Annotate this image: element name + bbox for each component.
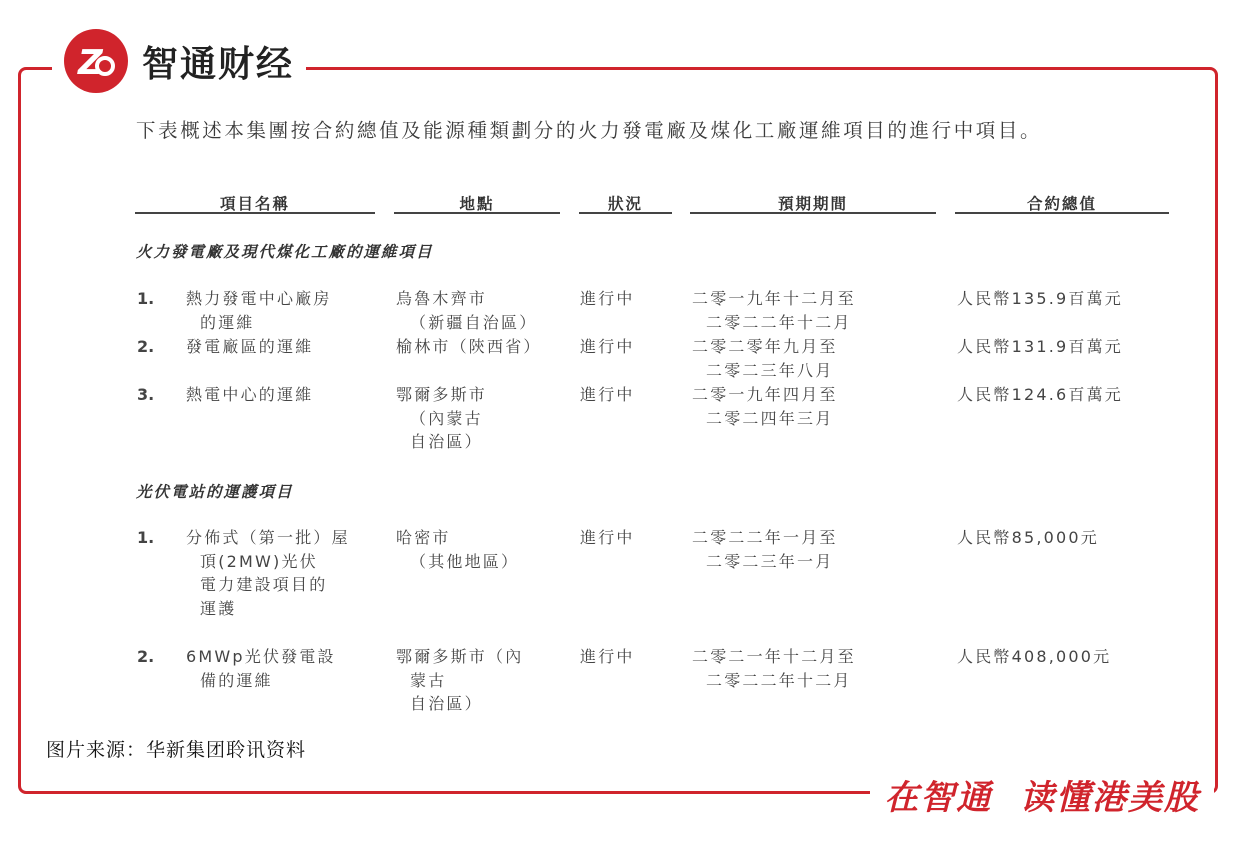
contract-value-cell xyxy=(957,287,1197,311)
status-cell xyxy=(580,335,680,359)
project-name-cell-line: 6MWp光伏發電設 xyxy=(186,647,336,666)
project-name-cell-line: 備的運維 xyxy=(200,670,273,690)
header-project-name: 項目名稱 xyxy=(135,192,375,214)
period-cell-line: 二零一九年四月至 xyxy=(692,385,838,404)
contract-value-cell-line: 人民幣85,000元 xyxy=(957,528,1099,547)
image-source-caption: 图片来源：华新集团聆讯资料 xyxy=(46,739,307,761)
project-name-cell-line: 的運維 xyxy=(200,312,255,332)
project-name-cell-line: 發電廠區的運維 xyxy=(186,337,314,356)
project-name-cell-line: 電力建設項目的 xyxy=(200,575,328,594)
status-cell-line: 進行中 xyxy=(580,647,635,666)
location-cell-line: 烏魯木齊市 xyxy=(396,289,488,308)
period-cell-line: 二零二二年十二月 xyxy=(706,670,852,690)
row-number xyxy=(137,287,177,311)
location-cell-line: 榆林市（陝西省） xyxy=(396,337,542,356)
contract-value-cell-line: 人民幣408,000元 xyxy=(957,647,1112,666)
project-name-cell-line: 頂(2MW)光伏 xyxy=(200,551,318,571)
svg-text:Z: Z xyxy=(78,43,103,83)
period-cell-line: 二零一九年十二月至 xyxy=(692,289,856,308)
location-cell xyxy=(396,383,576,454)
project-name-cell-line: 熱力發電中心廠房 xyxy=(186,289,332,308)
period-cell xyxy=(692,645,942,692)
header-period: 預期期間 xyxy=(690,192,936,214)
location-cell xyxy=(396,287,576,334)
brand-logo xyxy=(52,24,306,98)
row-number-line: 2. xyxy=(137,647,155,666)
period-cell-line: 二零二四年三月 xyxy=(706,408,834,428)
header-location: 地點 xyxy=(394,192,560,214)
row-number xyxy=(137,335,177,359)
section-title-solar: 光伏電站的運護項目 xyxy=(136,483,294,501)
status-cell-line: 進行中 xyxy=(580,528,635,547)
header-contract-value: 合約總值 xyxy=(955,192,1169,214)
period-cell-line: 二零二二年一月至 xyxy=(692,528,838,547)
project-name-cell xyxy=(186,383,386,407)
row-number-line: 1. xyxy=(137,289,155,308)
location-cell-line: 蒙古 xyxy=(410,670,447,690)
row-number-line: 3. xyxy=(137,385,155,404)
status-cell xyxy=(580,383,680,407)
row-number-line: 2. xyxy=(137,337,155,356)
project-name-cell xyxy=(186,645,386,692)
status-cell xyxy=(580,645,680,669)
period-cell xyxy=(692,335,942,382)
period-cell xyxy=(692,526,942,573)
contract-value-cell-line: 人民幣135.9百萬元 xyxy=(957,289,1124,308)
slogan-banner xyxy=(870,770,1214,818)
contract-value-cell-line: 人民幣124.6百萬元 xyxy=(957,385,1124,404)
contract-value-cell xyxy=(957,645,1197,669)
status-cell-line: 進行中 xyxy=(580,289,635,308)
location-cell-line: 哈密市 xyxy=(396,528,451,547)
contract-value-cell-line: 人民幣131.9百萬元 xyxy=(957,337,1124,356)
row-number-line: 1. xyxy=(137,528,155,547)
location-cell-line: （內蒙古 xyxy=(410,408,483,428)
project-name-cell xyxy=(186,526,386,620)
location-cell-line: （新疆自治區） xyxy=(410,312,538,332)
status-cell xyxy=(580,526,680,550)
intro-paragraph: 下表概述本集團按合約總值及能源種類劃分的火力發電廠及煤化工廠運維項目的進行中項目。 xyxy=(136,119,1043,142)
location-cell-line: 鄂爾多斯市 xyxy=(396,385,488,404)
location-cell-line: 自治區） xyxy=(410,432,483,451)
status-cell-line: 進行中 xyxy=(580,385,635,404)
row-number xyxy=(137,645,177,669)
location-cell xyxy=(396,335,576,359)
period-cell xyxy=(692,383,942,430)
location-cell xyxy=(396,526,576,573)
period-cell xyxy=(692,287,942,334)
location-cell xyxy=(396,645,576,716)
status-cell xyxy=(580,287,680,311)
header-status: 狀況 xyxy=(579,192,672,214)
contract-value-cell xyxy=(957,383,1197,407)
section-title-thermal: 火力發電廠及現代煤化工廠的運維項目 xyxy=(136,243,434,261)
contract-value-cell xyxy=(957,335,1197,359)
period-cell-line: 二零二零年九月至 xyxy=(692,337,838,356)
project-name-cell-line: 熱電中心的運維 xyxy=(186,385,314,404)
period-cell-line: 二零二三年八月 xyxy=(706,360,834,380)
period-cell-line: 二零二二年十二月 xyxy=(706,312,852,332)
location-cell-line: （其他地區） xyxy=(410,551,520,571)
period-cell-line: 二零二一年十二月至 xyxy=(692,647,856,666)
location-cell-line: 鄂爾多斯市（內 xyxy=(396,647,524,666)
zhitong-logo-icon xyxy=(64,29,128,93)
project-name-cell-line: 運護 xyxy=(200,598,237,618)
row-number xyxy=(137,526,177,550)
brand-name: 智通财经 xyxy=(142,43,295,85)
project-name-cell xyxy=(186,287,386,334)
period-cell-line: 二零二三年一月 xyxy=(706,551,834,571)
project-name-cell xyxy=(186,335,386,359)
row-number xyxy=(137,383,177,407)
slogan-text: 在智通 读懂港美股 xyxy=(884,777,1200,818)
location-cell-line: 自治區） xyxy=(410,694,483,713)
contract-value-cell xyxy=(957,526,1197,550)
project-name-cell-line: 分佈式（第一批）屋 xyxy=(186,528,350,547)
status-cell-line: 進行中 xyxy=(580,337,635,356)
